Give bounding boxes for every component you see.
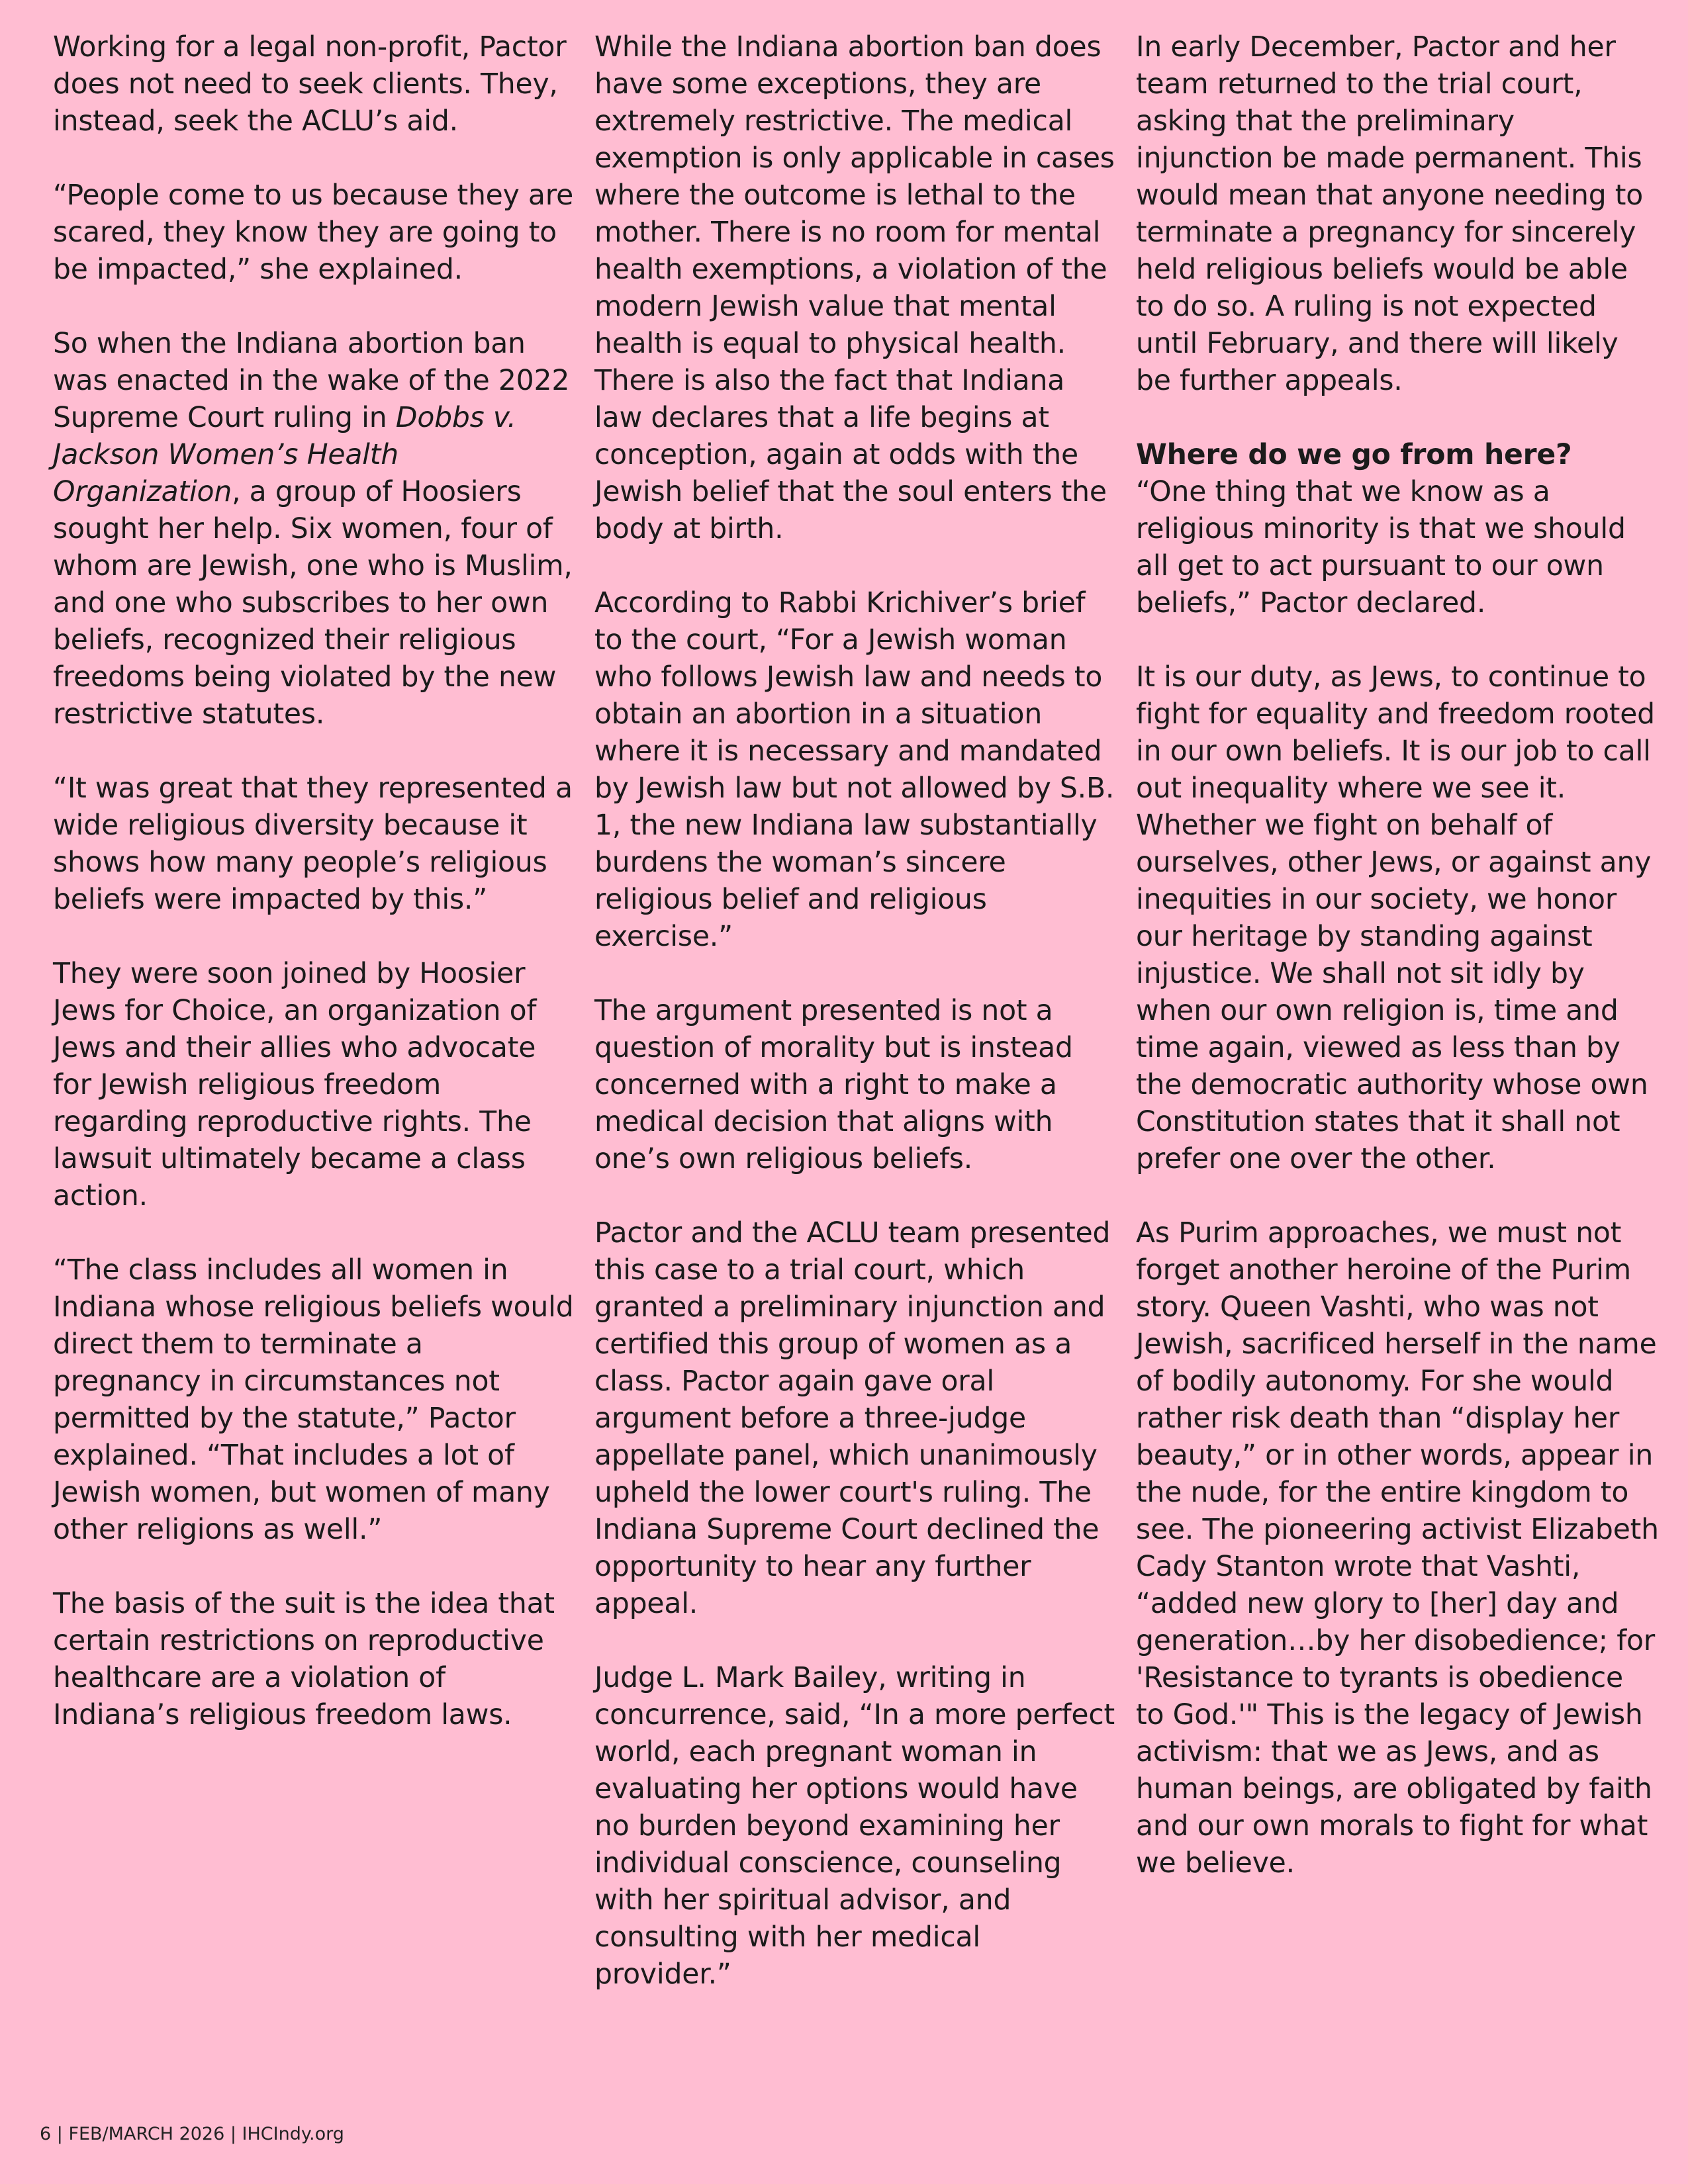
paragraph: Working for a legal non-profit, Pactor does not need to seek clients. They, instead, seek the ACLU’s aid. [53,31,567,138]
paragraph [53,326,576,733]
paragraph: The basis of the suit is the idea that certain restrictions on reproductive healthcare are a violation of Indiana’s religious freedom laws. [53,1588,555,1731]
paragraph: They were soon joined by Hoosier Jews for Choice, an organization of Jews and their allies who advocate for Jewish religious freedom regarding reproductive rights. The lawsuit ultimately became a class action. [53,958,537,1212]
paragraph: The argument presented is not a question of morality but is instead concerned with a right to make a medical decision that aligns with one’s own religious beliefs. [594,995,1073,1175]
paragraph: According to Rabbi Krichiver’s brief to the court, “For a Jewish woman who follows Jewish law and needs to obtain an abortion in a situation where it is necessary and mandated by Jewish law but not allowed by S.B. 1, the new Indiana law substantially burdens the woman’s sincere religious belief and religious exercise.” [594,587,1115,953]
case-name: Dobbs v. Jackson Women’s Health Organization [53,402,516,508]
article-column-1 [53,29,576,1734]
page-footer: 6 | FEB/MARCH 2026 | IHCIndy.org [40,2124,344,2144]
article-column-3 [1136,29,1659,1882]
paragraph: Judge L. Mark Bailey, writing in concurrence, said, “In a more perfect world, each pregnant woman in evaluating her options would have no burden beyond examining her individual conscience, counseling with her spiritual advisor, and consulting with her medical provider.” [594,1662,1115,1991]
section-heading: Where do we go from here? [1136,439,1572,471]
paragraph-text: , a group of Hoosiers sought her help. Six women, four of whom are Jewish, one who is Muslim, and one who subscribes to her own beliefs, recognized their religious freedoms being violated by the new restrictive statutes. [53,476,573,731]
article-column-2 [594,29,1117,1993]
paragraph: It is our duty, as Jews, to continue to fight for equality and freedom rooted in our own beliefs. It is our job to call out inequality where we see it. Whether we fight on behalf of ourselves, other Jews, or against any inequities in our society, we honor our heritage by standing against injustice. We shall not sit idly by when our own religion is, time and time again, viewed as less than by the democratic authority whose own Constitution states that it shall not prefer one over the other. [1136,661,1655,1175]
paragraph: While the Indiana abortion ban does have some exceptions, they are extremely restrictive. The medical exemption is only applicable in cases where the outcome is lethal to the mother. There is no room for mental health exemptions, a violation of the modern Jewish value that mental health is equal to physical health. There is also the fact that Indiana law declares that a life begins at conception, again at odds with the Jewish belief that the soul enters the body at birth. [594,31,1115,545]
paragraph: Pactor and the ACLU team presented this case to a trial court, which granted a preliminary injunction and certified this group of women as a class. Pactor again gave oral argument before a three-judge appellate panel, which unanimously upheld the lower court's ruling. The Indiana Supreme Court declined the opportunity to hear any further appeal. [594,1217,1111,1620]
paragraph: “One thing that we know as a religious minority is that we should all get to act pursuant to our own beliefs,” Pactor declared. [1136,476,1626,619]
paragraph-text: So when the Indiana abortion ban was enacted in the wake of the 2022 Supreme Court ruling in [53,328,570,434]
paragraph: In early December, Pactor and her team returned to the trial court, asking that the preliminary injunction be made permanent. This would mean that anyone needing to terminate a pregnancy for sincerely held religious beliefs would be able to do so. A ruling is not expected until February, and there will likely be further appeals. [1136,31,1644,397]
paragraph: As Purim approaches, we must not forget another heroine of the Purim story. Queen Vashti, who was not Jewish, sacrificed herself in the name of bodily autonomy. For she would rather risk death than “display her beauty,” or in other words, appear in the nude, for the entire kingdom to see. The pioneering activist Elizabeth Cady Stanton wrote that Vashti, “added new glory to [her] day and generation…by her disobedience; for 'Resistance to tyrants is obedience to God.'" This is the legacy of Jewish activism: that we as Jews, and as human beings, are obligated by faith and our own morals to fight for what we believe. [1136,1217,1659,1880]
paragraph: “The class includes all women in Indiana whose religious beliefs would direct them to terminate a pregnancy in circumstances not permitted by the statute,” Pactor explained. “That includes a lot of Jewish women, but women of many other religions as well.” [53,1254,574,1546]
paragraph: “It was great that they represented a wide religious diversity because it shows how many people’s religious beliefs were impacted by this.” [53,772,573,916]
paragraph: “People come to us because they are scared, they know they are going to be impacted,” she explained. [53,179,574,286]
